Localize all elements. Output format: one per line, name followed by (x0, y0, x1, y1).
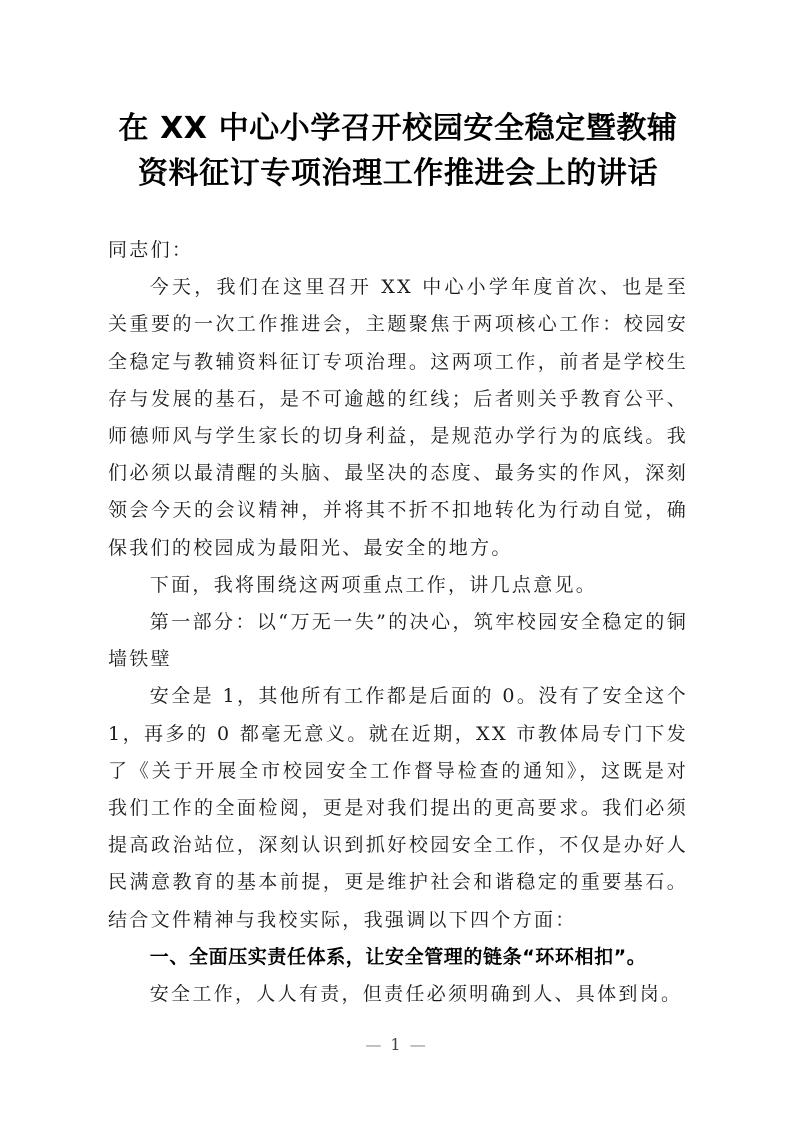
footer-dash-right: — (409, 1035, 428, 1054)
heading-responsibility-system: 一、全面压实责任体系，让安全管理的链条“环环相扣”。 (149, 945, 647, 968)
title-line-1: 在 XX 中心小学召开校园安全稳定暨教辅 (118, 111, 678, 146)
paragraph-safety: 安全是 1，其他所有工作都是后面的 0。没有了安全这个 1，再多的 0 都毫无意义。就在近期，XX 市教体局专门下发了《关于开展全市校园安全工作督导检查的通知》，这既是对我们工作的全面检阅，更是对我们提出的更高要求。我们必须提高政治站位，深刻认识到抓好校园安全工作，不仅是办好人民满意教育的基本前提，更是维护社会和谐稳定的重要基石。结合文件精神与我校实际，我强调以下四个方面： (108, 685, 688, 931)
document-body (108, 232, 688, 1013)
paragraph-responsibility: 安全工作，人人有责，但责任必须明确到人、具体到岗。 (149, 983, 683, 1006)
document-title (100, 106, 696, 196)
page-number: 1 (390, 1035, 403, 1054)
title-line-2: 资料征订专项治理工作推进会上的讲话 (137, 156, 659, 191)
paragraph-outline: 下面，我将围绕这两项重点工作，讲几点意见。 (149, 573, 598, 596)
salutation: 同志们： (108, 239, 194, 261)
page-footer (0, 1035, 793, 1054)
footer-dash-left: — (365, 1035, 384, 1054)
paragraph-opening: 今天，我们在这里召开 XX 中心小学年度首次、也是至关重要的一次工作推进会，主题聚焦于两项核心工作：校园安全稳定与教辅资料征订专项治理。这两项工作，前者是学校生存与发展的基石，是不可逾越的红线；后者则关乎教育公平、师德师风与学生家长的切身利益，是规范办学行为的底线。我们必须以最清醒的头脑、最坚决的态度、最务实的作风，深刻领会今天的会议精神，并将其不折不扣地转化为行动自觉，确保我们的校园成为最阳光、最安全的地方。 (108, 276, 688, 559)
section-part-one: 第一部分：以“万无一失”的决心，筑牢校园安全稳定的铜墙铁壁 (108, 611, 688, 671)
